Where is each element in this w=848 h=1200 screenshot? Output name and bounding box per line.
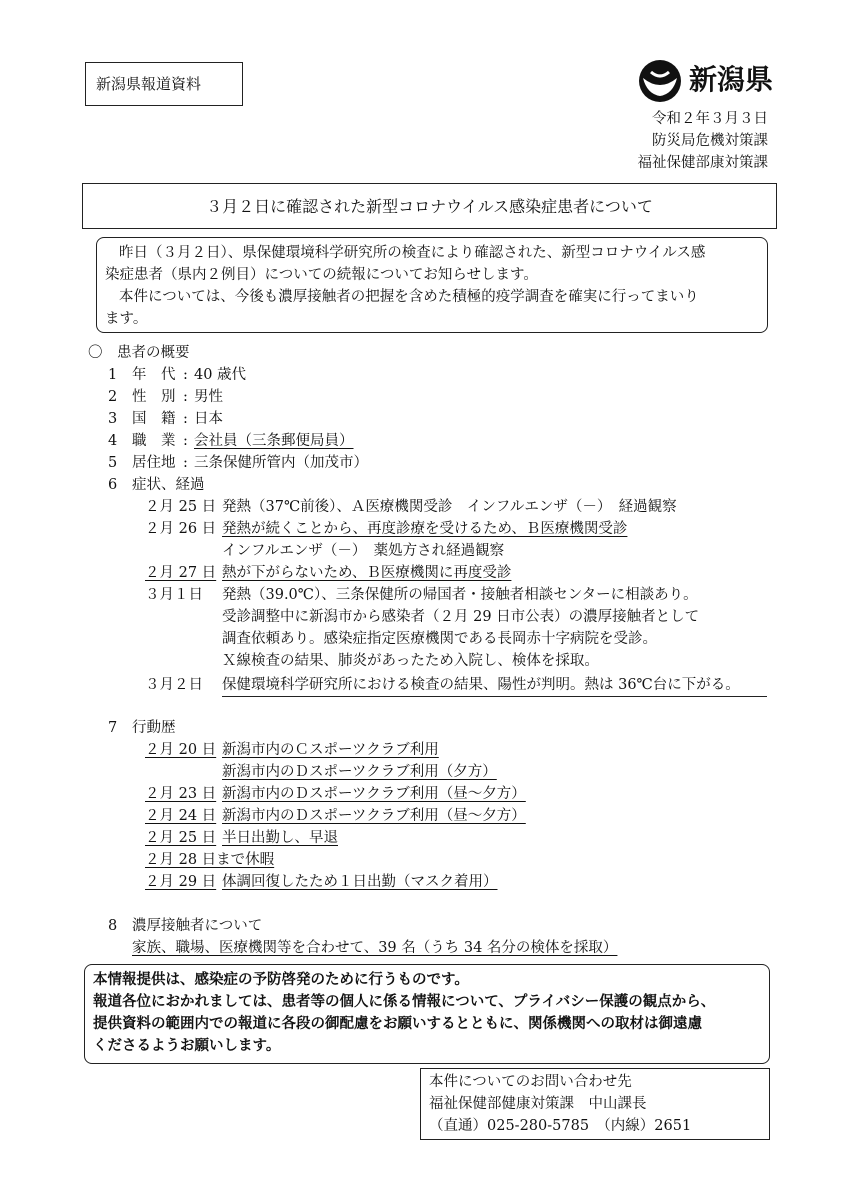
title-box	[82, 183, 777, 229]
symptom-text: 発熱が続くことから、再度診療を受けるため、Ｂ医療機関受診	[222, 521, 628, 537]
niigata-emblem-icon	[637, 58, 683, 104]
notice-box	[84, 964, 770, 1064]
activity-date: ２月 23 日	[145, 786, 217, 802]
activity-date: ２月 24 日	[145, 808, 217, 824]
prefecture-logo	[637, 58, 777, 104]
symptom-text: 発熱（37℃前後）、Ａ医療機関受診 インフルエンザ（－） 経過観察	[222, 499, 677, 515]
department-2: 福祉保健部康対策課	[637, 155, 768, 171]
contacts-heading: 濃厚接触者について	[132, 918, 263, 934]
intro-line-3: 本件については、今後も濃厚接触者の把握を含めた積極的疫学調査を確実に行ってまいり	[119, 289, 699, 305]
overview-value: 40 歳代	[194, 367, 247, 383]
contacts-text: 家族、職場、医療機関等を合わせて、39 名（うち 34 名分の検体を採取）	[132, 940, 618, 956]
activity-text: 新潟市内のＤスポーツクラブ利用（昼～夕方）	[222, 808, 526, 824]
department-1: 防災局危機対策課	[652, 133, 768, 149]
press-label: 新潟県報道資料	[96, 75, 202, 93]
symptom-text: Ｘ線検査の結果、肺炎があったため入院し、検体を採取。	[222, 653, 599, 669]
overview-colon: :	[183, 411, 188, 427]
symptom-date: ３月１日	[145, 587, 203, 603]
activity-text: 半日出勤し、早退	[222, 830, 338, 846]
overview-num: 5	[108, 455, 118, 471]
overview-label: 年 代	[132, 367, 176, 383]
activity-heading: 行動歴	[132, 720, 176, 736]
overview-num: 1	[108, 367, 118, 383]
symptom-text: 保健環境科学研究所における検査の結果、陽性が判明。熱は 36℃台に下がる。	[222, 677, 740, 693]
symptoms-num: 6	[108, 477, 118, 493]
symptom-underline	[222, 696, 767, 697]
activity-num: 7	[108, 720, 118, 736]
overview-value: 日本	[194, 411, 223, 427]
symptom-text: 熱が下がらないため、Ｂ医療機関に再度受診	[222, 565, 512, 581]
activity-date: ２月 29 日	[145, 874, 217, 890]
overview-heading: 〇 患者の概要	[88, 345, 190, 361]
symptom-date: ２月 25 日	[145, 499, 217, 515]
symptom-text: 発熱（39.0℃）、三条保健所の帰国者・接触者相談センターに相談あり。	[222, 587, 698, 603]
activity-date: ２月 25 日	[145, 830, 217, 846]
overview-colon: :	[183, 433, 188, 449]
activity-text: 新潟市内のＣスポーツクラブ利用	[222, 742, 439, 758]
symptom-date: ２月 26 日	[145, 521, 217, 537]
inquiry-line-3: （直通）025-280-5785 （内線）2651	[429, 1118, 692, 1134]
activity-text: 新潟市内のＤスポーツクラブ利用（昼～夕方）	[222, 786, 526, 802]
activity-text: 新潟市内のＤスポーツクラブ利用（夕方）	[222, 764, 497, 780]
overview-value: 会社員（三条郵便局員）	[194, 433, 354, 449]
contacts-num: 8	[108, 918, 118, 934]
activity-date: ２月 20 日	[145, 742, 217, 758]
logo-text: 新潟県	[689, 63, 774, 96]
inquiry-line-1: 本件についてのお問い合わせ先	[429, 1074, 632, 1090]
symptom-date: ２月 27 日	[145, 565, 217, 581]
intro-line-4: ます。	[105, 311, 148, 327]
overview-value: 三条保健所管内（加茂市）	[194, 455, 368, 471]
symptom-text: 受診調整中に新潟市から感染者（２月 29 日市公表）の濃厚接触者として	[222, 609, 700, 625]
overview-colon: :	[183, 389, 188, 405]
intro-box	[96, 237, 768, 333]
overview-label: 居住地	[132, 455, 176, 471]
page-title: ３月２日に確認された新型コロナウイルス感染症患者について	[206, 197, 653, 216]
overview-value: 男性	[194, 389, 223, 405]
date: 令和２年３月３日	[652, 111, 768, 127]
intro-line-1: 昨日（３月２日）、県保健環境科学研究所の検査により確認された、新型コロナウイルス感	[119, 245, 706, 261]
overview-num: 3	[108, 411, 118, 427]
activity-text: 体調回復したため１日出勤（マスク着用）	[222, 874, 498, 890]
overview-num: 4	[108, 433, 118, 449]
inquiry-box	[420, 1068, 770, 1140]
symptom-date: ３月２日	[145, 677, 203, 693]
overview-num: 2	[108, 389, 118, 405]
overview-label: 職 業	[132, 433, 176, 449]
notice-line-4: くださるようお願いします。	[93, 1037, 281, 1054]
notice-line-2: 報道各位におかれましては、患者等の個人に係る情報について、プライバシー保護の観点から、	[93, 993, 716, 1010]
symptom-text: インフルエンザ（－） 薬処方され経過観察	[222, 543, 505, 559]
activity-date: ２月 28 日まで休暇	[145, 852, 275, 868]
overview-colon: :	[183, 367, 188, 383]
inquiry-line-2: 福祉保健部健康対策課 中山課長	[429, 1096, 647, 1112]
symptoms-heading: 症状、経過	[132, 477, 205, 493]
overview-label: 国 籍	[132, 411, 176, 427]
overview-label: 性 別	[132, 389, 176, 405]
press-label-box	[85, 62, 243, 106]
symptom-text: 調査依頼あり。感染症指定医療機関である長岡赤十字病院を受診。	[222, 631, 657, 647]
notice-line-3: 提供資料の範囲内での報道に各段の御配慮をお願いするとともに、関係機関への取材は御遠慮	[93, 1015, 702, 1032]
overview-colon: :	[183, 455, 188, 471]
notice-line-1: 本情報提供は、感染症の予防啓発のために行うものです。	[93, 971, 469, 988]
intro-line-2: 染症患者（県内２例目）についての続報についてお知らせします。	[105, 267, 538, 283]
